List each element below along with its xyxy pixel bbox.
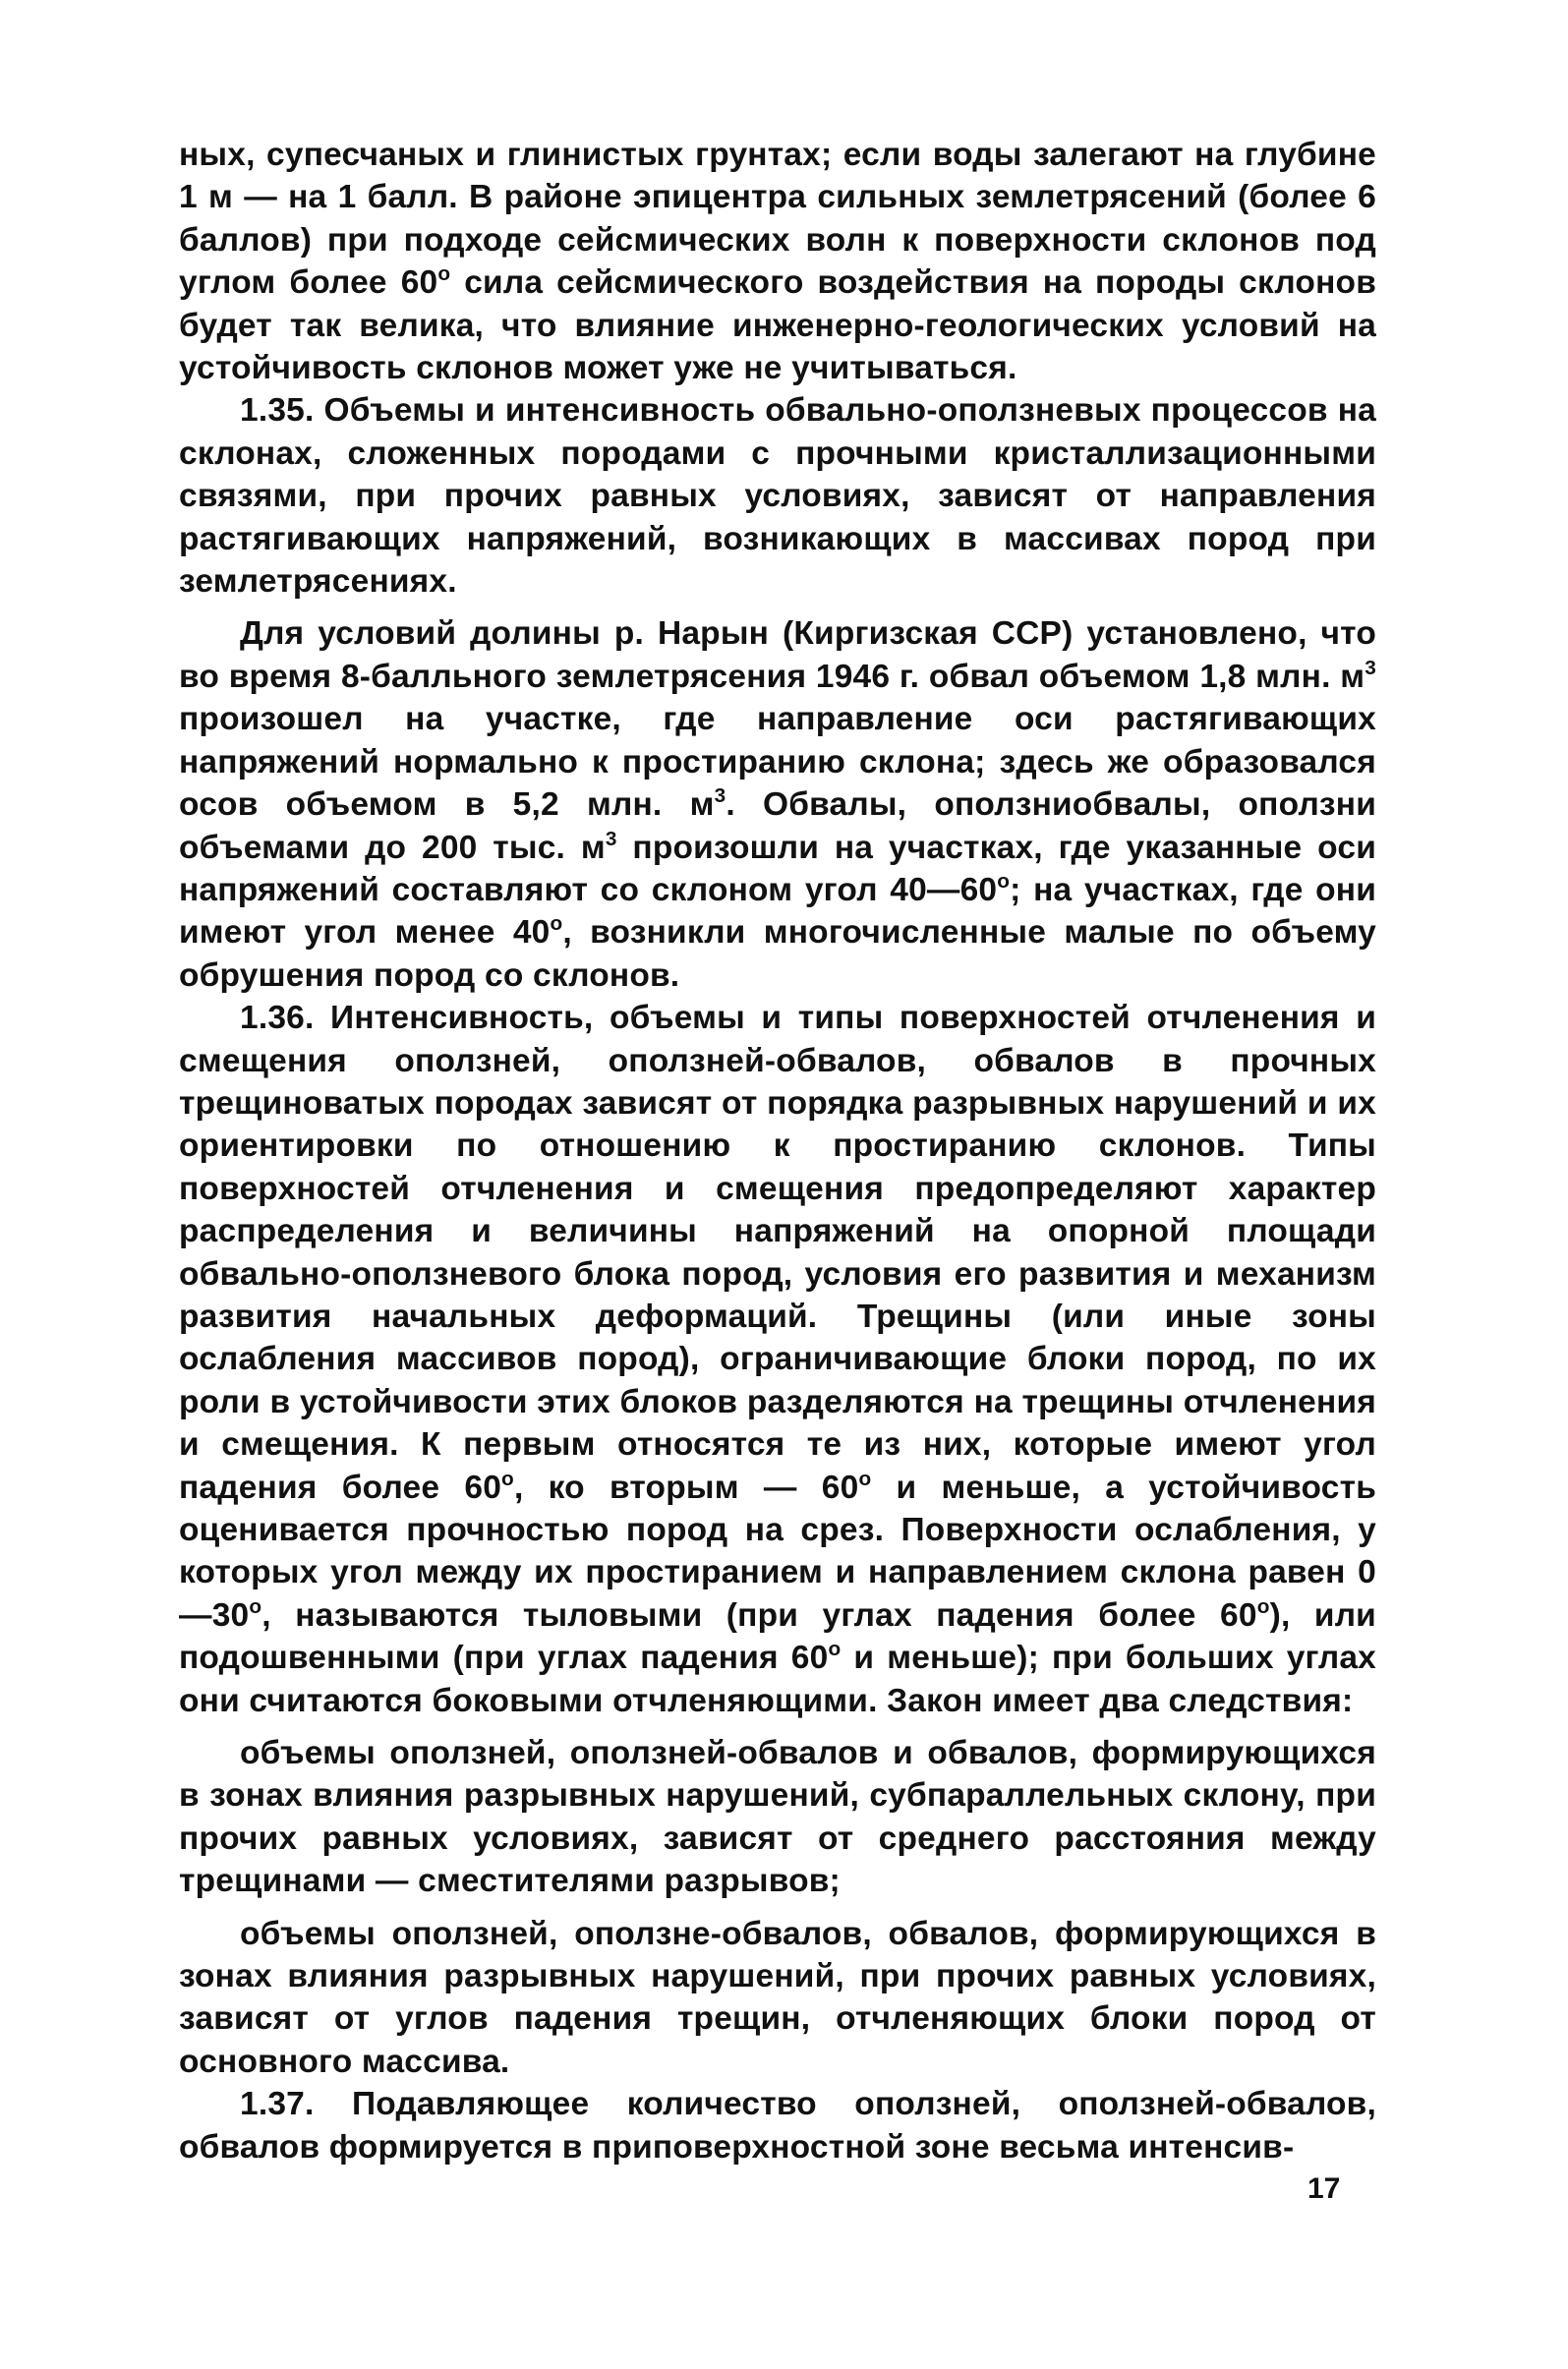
section-number: 1.37.: [240, 2086, 315, 2123]
paragraph-1-36: 1.36. Интенсивность, объемы и типы поверхностей отчленения и смещения оползней, оползней-обвалов, обвалов в прочных трещиноватых породах зависят от порядка разрывных нарушений и их ориентировки по отношению к простиранию склонов. Типы поверхностей отчленения и смещения предопределяют характер распределения и величины напряжений на опорной площади обвально-оползневого блока пород, условия его развития и механизм развития начальных деформаций. Трещины (или иные зоны ослабления массивов пород), ограничивающие блоки пород, по их роли в устойчивости этих блоков разделяются на трещины отчленения и смещения. К первым относятся те из них, которые имеют угол падения более $60^о$, ко вторым — $60^о$ и меньше, а устойчивость оценивается прочностью пород на срез. Поверхности ослабления, у которых угол между их простиранием и направлением склона равен $0—30^о$, называются тыловыми (при углах падения более $60^о$), или подошвенными (при углах падения $60^о$ и меньше); при больших углах они считаются боковыми отчленяющими. Закон имеет два следствия:: [179, 1000, 1377, 1719]
paragraph-1-35: 1.35. Объемы и интенсивность обвально-оползневых процессов на склонах, сложенных породами с прочными кристаллизационными связями, при прочих равных условиях, зависят от направления растягивающих напряжений, возникающих в массивах пород при землетрясениях.: [179, 392, 1376, 601]
section-number: 1.36.: [240, 1000, 315, 1037]
paragraph-naryn-valley: Для условий долины р. Нарын (Киргизская ССР) установлено, что во время 8-балльного землетрясения 1946 г. обвал объемом 1,8 млн. $м^3$ произошел на участке, где направление оси растягивающих напряжений нормально к простиранию склона; здесь же образовался осов объемом в 5,2 млн. $м^3$. Обвалы, оползниобвалы, оползни объемами до 200 тыс. $м^3$ произошли на участках, где указанные оси напряжений составляют со склоном угол $40—60^о$; на участках, где они имеют угол менее $40^о$, возникли многочисленные малые по объему обрушения пород со склонов.: [179, 615, 1377, 994]
paragraph-consequence-1: объемы оползней, оползней-обвалов и обвалов, формирующихся в зонах влияния разрывных нарушений, субпараллельных склону, при прочих равных условиях, зависят от среднего расстояния между трещинами — сместителями разрывов;: [179, 1735, 1376, 1900]
paragraph-continuation: ных, супесчаных и глинистых грунтах; если воды залегают на глубине 1 м — на 1 балл. В районе эпицентра сильных землетрясений (более 6 баллов) при подходе сейсмических волн к поверхности склонов под углом более $60^о$ сила сейсмического воздействия на породы склонов будет так велика, что влияние инженерно-геологических условий на устойчивость склонов может уже не учитываться.: [179, 137, 1376, 387]
paragraph-consequence-2: объемы оползней, оползне-обвалов, обвалов, формирующихся в зонах влияния разрывных нарушений, при прочих равных условиях, зависят от углов падения трещин, отчленяющих блоки пород от основного массива.: [179, 1915, 1376, 2080]
page-number: 17: [1307, 2172, 1341, 2205]
section-number: 1.35.: [240, 392, 315, 430]
paragraph-1-37: 1.37. Подавляющее количество оползней, оползней-обвалов, обвалов формируется в приповерхностной зоне весьма интенсив-: [179, 2086, 1376, 2166]
document-page: [179, 134, 1376, 2168]
